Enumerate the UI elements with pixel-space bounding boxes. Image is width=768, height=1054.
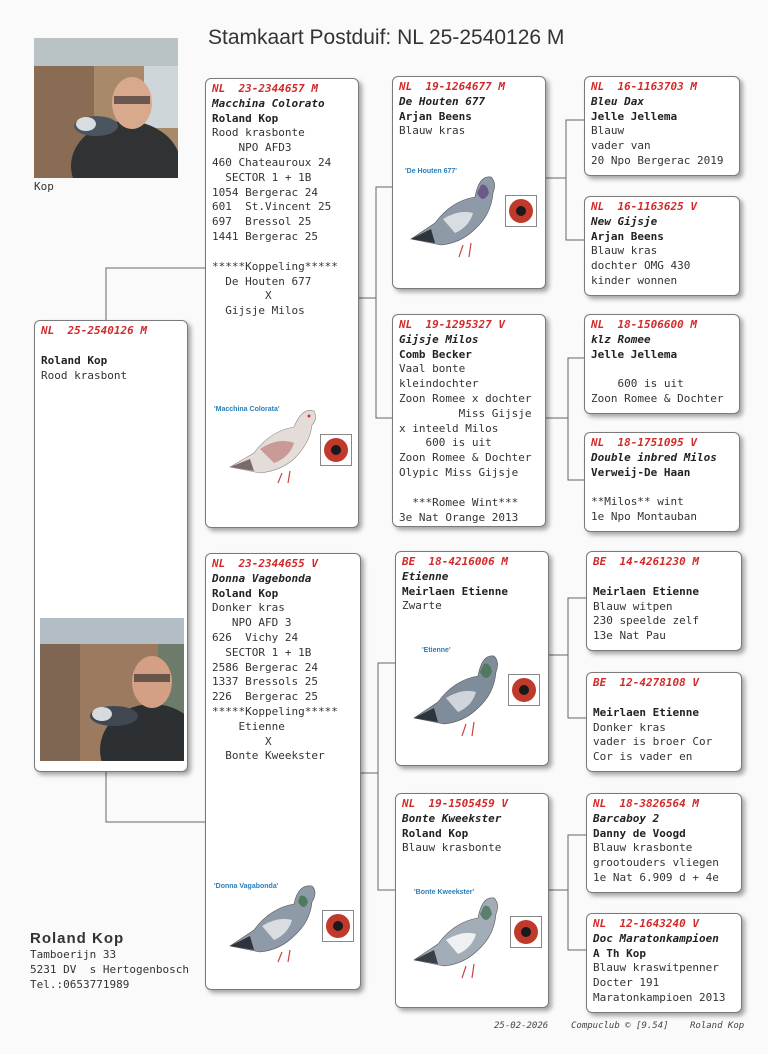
info-line: *****Koppeling***** — [212, 704, 338, 718]
ring-number: NL 18-1751095 V — [591, 436, 697, 449]
breeder-name: Jelle Jellema — [591, 109, 678, 123]
info-line: Miss Gijsje — [399, 406, 532, 420]
pigeon-eye-image — [508, 674, 540, 706]
great-grandparent-card-1[interactable] — [584, 76, 740, 176]
info-line: SECTOR 1 + 1B — [212, 170, 312, 184]
ring-number: NL 16-1163625 V — [591, 200, 697, 213]
pigeon-photo-label: 'Bonte Kweekster' — [414, 889, 475, 896]
grandparent-card-3[interactable] — [395, 551, 549, 766]
info-line: Blauw krasbonte — [402, 841, 502, 855]
great-grandparent-card-4[interactable] — [584, 432, 740, 532]
breeder-name: Meirlaen Etienne — [593, 705, 699, 719]
info-line: 1441 Bergerac 25 — [212, 229, 318, 243]
info-line: Zoon Romee & Dochter — [399, 451, 532, 465]
info-line: 1e Nat 6.909 d + 4e — [593, 870, 719, 884]
info-line: Blauw witpen — [593, 599, 673, 613]
ring-number: BE 14-4261230 M — [593, 555, 699, 568]
info-line: grootouders vliegen — [593, 856, 719, 870]
info-line: Blauw kras — [591, 244, 658, 258]
info-line — [212, 245, 352, 260]
grandparent-card-4[interactable] — [395, 793, 549, 1008]
pigeon-photo-label: 'Etienne' — [422, 647, 451, 654]
pigeon-photo — [405, 161, 505, 261]
ring-number: NL 18-3826564 M — [593, 797, 699, 810]
pigeon-name — [593, 691, 735, 706]
info-line: Zwarte — [402, 599, 442, 613]
info-line: dochter OMG 430 — [591, 259, 691, 273]
info-line: Bonte Kweekster — [212, 749, 325, 763]
pigeon-name: Doc Maratonkampioen — [593, 931, 719, 945]
info-line: 3e Nat Orange 2013 — [399, 510, 519, 524]
info-line: Donker kras — [212, 601, 285, 615]
breeder-name: Arjan Beens — [399, 109, 472, 123]
pigeon-name: klz Romee — [591, 332, 651, 346]
footer-date: 25-02-2026 — [494, 1021, 549, 1031]
grandparent-card-1[interactable] — [392, 76, 546, 289]
info-line: 1054 Bergerac 24 — [212, 185, 318, 199]
owner-photo-bottom — [40, 618, 184, 761]
ring-number: NL 19-1264677 M — [399, 80, 505, 93]
pigeon-name — [593, 570, 735, 585]
info-line: Blauw krasbonte — [593, 841, 693, 855]
ring-number: NL 19-1295327 V — [399, 318, 505, 331]
great-grandparent-card-3[interactable] — [584, 314, 740, 414]
info-line: Vaal bonte — [399, 362, 466, 376]
info-line: 20 Npo Bergerac 2019 — [591, 153, 724, 167]
sire-card[interactable] — [205, 78, 359, 528]
color-line: Rood krasbont — [41, 368, 128, 382]
info-line: 600 is uit — [591, 377, 684, 391]
ring-number: NL 12-1643240 V — [593, 917, 699, 930]
info-line: 1337 Bressols 25 — [212, 675, 318, 689]
info-line: Gijsje Milos — [212, 304, 305, 318]
info-line: vader is broer Cor — [593, 735, 713, 749]
owner-photo-image — [34, 38, 178, 178]
info-line: 226 Bergerac 25 — [212, 690, 318, 704]
pigeon-eye-image — [510, 916, 542, 948]
breeder-name: Roland Kop — [402, 826, 469, 840]
info-line: NPO AFD 3 — [212, 616, 292, 630]
pigeon-photo-label: 'De Houten 677' — [405, 168, 457, 175]
owner-city: 5231 DV s Hertogenbosch — [30, 963, 189, 976]
info-line: Maratonkampioen 2013 — [593, 990, 726, 1004]
pigeon-name: Bonte Kweekster — [402, 811, 502, 825]
breeder-name: Arjan Beens — [591, 229, 664, 243]
breeder-name: Verweij-De Haan — [591, 465, 691, 479]
owner-photo-top — [34, 38, 178, 178]
breeder-name: Roland Kop — [212, 586, 279, 600]
ring-number: NL 25-2540126 M — [41, 324, 147, 337]
breeder-name: Meirlaen Etienne — [402, 584, 508, 598]
great-grandparent-card-8[interactable] — [586, 913, 742, 1013]
pigeon-eye-image — [320, 434, 352, 466]
breeder-name: Danny de Voogd — [593, 826, 686, 840]
pigeon-photo — [224, 872, 324, 964]
info-line: SECTOR 1 + 1B — [212, 645, 312, 659]
pigeon-eye-image — [505, 195, 537, 227]
ring-number: NL 19-1505459 V — [402, 797, 508, 810]
owner-street: Tamboerijn 33 — [30, 948, 117, 961]
info-line: 600 is uit — [399, 436, 492, 450]
pigeon-photo-label: 'Macchina Colorata' — [214, 406, 280, 413]
info-line: Olypic Miss Gijsje — [399, 465, 519, 479]
info-line: 13e Nat Pau — [593, 629, 666, 643]
info-line: kleindochter — [399, 377, 479, 391]
ring-number: NL 16-1163703 M — [591, 80, 697, 93]
footer-software: Compuclub © [9.54] — [571, 1021, 669, 1031]
owner-name: Roland Kop — [41, 353, 108, 367]
owner-address-block — [30, 930, 189, 992]
info-line: Etienne — [212, 719, 285, 733]
owner-photo-image — [40, 618, 184, 761]
info-line: X — [212, 289, 272, 303]
info-line: 460 Chateauroux 24 — [212, 155, 332, 169]
info-line: Blauw kras — [399, 124, 466, 138]
info-line: Donker kras — [593, 720, 666, 734]
info-line — [591, 480, 733, 495]
info-line: 601 St.Vincent 25 — [212, 200, 332, 214]
info-line: ***Romee Wint*** — [399, 495, 519, 509]
ring-number: NL 23-2344655 V — [212, 557, 318, 570]
info-line: 2586 Bergerac 24 — [212, 660, 318, 674]
owner-name: Roland Kop — [30, 930, 125, 947]
pigeon-name: New Gijsje — [591, 214, 658, 228]
info-line: NPO AFD3 — [212, 141, 292, 155]
great-grandparent-card-2[interactable] — [584, 196, 740, 296]
info-line: Zoon Romee x dochter — [399, 391, 532, 405]
dam-card[interactable] — [205, 553, 361, 990]
great-grandparent-card-6[interactable] — [586, 672, 742, 772]
pigeon-name: Double inbred Milos — [591, 450, 717, 464]
pigeon-eye-image — [322, 910, 354, 942]
great-grandparent-card-5[interactable] — [586, 551, 742, 651]
info-line — [591, 362, 733, 377]
info-line: Rood krasbonte — [212, 126, 305, 140]
pigeon-photo — [408, 640, 508, 740]
info-line: 230 speelde zelf — [593, 614, 699, 628]
owner-phone: Tel.:0653771989 — [30, 978, 130, 991]
info-line: De Houten 677 — [212, 274, 312, 288]
pigeon-name: De Houten 677 — [399, 94, 486, 108]
info-line: Docter 191 — [593, 976, 660, 990]
pigeon-name: Donna Vagebonda — [212, 571, 312, 585]
info-line: **Milos** wint — [591, 495, 684, 509]
info-line: *****Koppeling***** — [212, 259, 338, 273]
photo-caption: Kop — [34, 180, 54, 193]
ring-number: NL 23-2344657 M — [212, 82, 318, 95]
info-line: kinder wonnen — [591, 273, 678, 287]
breeder-name: Jelle Jellema — [591, 347, 678, 361]
info-line: 1e Npo Montauban — [591, 510, 697, 524]
info-line: 626 Vichy 24 — [212, 630, 299, 644]
ring-number: BE 18-4216006 M — [402, 555, 508, 568]
info-line: vader van — [591, 139, 651, 153]
page-title: Stamkaart Postduif: NL 25-2540126 M — [208, 26, 565, 49]
info-line: Cor is vader en — [593, 750, 693, 764]
info-line: Blauw — [591, 124, 625, 138]
breeder-name: Roland Kop — [212, 111, 279, 125]
ring-number: BE 12-4278108 V — [593, 676, 699, 689]
pigeon-name: Gijsje Milos — [399, 332, 479, 346]
pigeon-name: Bleu Dax — [591, 94, 644, 108]
info-line: 697 Bressol 25 — [212, 215, 312, 229]
great-grandparent-card-7[interactable] — [586, 793, 742, 893]
info-line — [399, 481, 539, 496]
breeder-name: Comb Becker — [399, 347, 472, 361]
pigeon-name: Etienne — [402, 569, 449, 583]
info-line: Blauw kraswitpenner — [593, 961, 719, 975]
footer-name: Roland Kop — [690, 1021, 745, 1031]
ring-number: NL 18-1506600 M — [591, 318, 697, 331]
pigeon-name: Macchina Colorato — [212, 96, 325, 110]
info-line: X — [212, 734, 272, 748]
pigeon-photo-label: 'Donna Vagabonda' — [214, 883, 279, 890]
pigeon-name: Barcaboy 2 — [593, 811, 660, 825]
grandparent-card-2[interactable] — [392, 314, 546, 527]
pigeon-photo — [224, 397, 324, 485]
pigeon-photo — [408, 882, 508, 982]
breeder-name: A Th Kop — [593, 946, 646, 960]
info-line: Zoon Romee & Dochter — [591, 392, 724, 406]
breeder-name: Meirlaen Etienne — [593, 584, 699, 598]
info-line: x inteeld Milos — [399, 421, 499, 435]
